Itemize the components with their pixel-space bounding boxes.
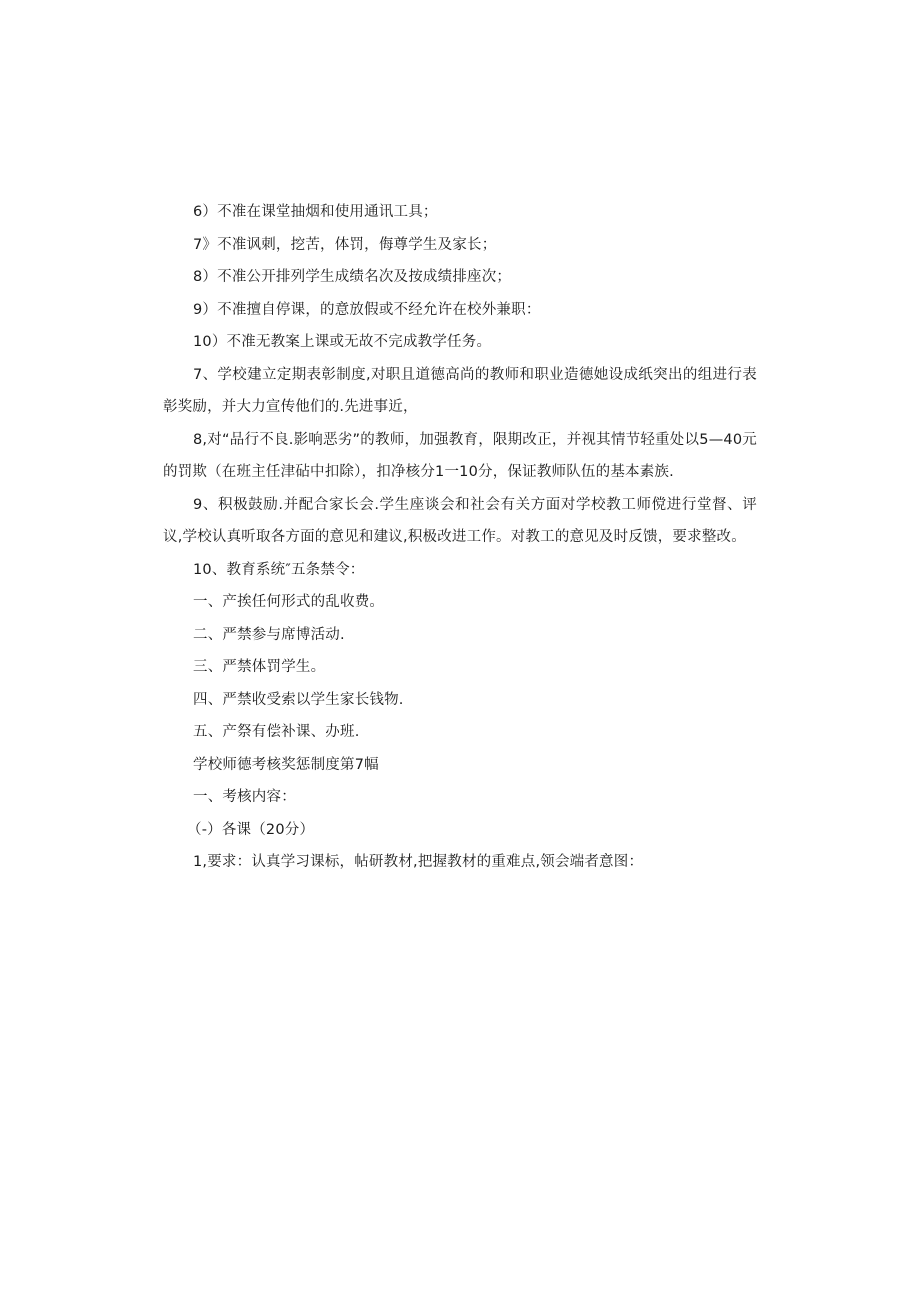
ban-list-title: 10、教育系统″五条禁令：	[193, 561, 365, 578]
document-body	[163, 196, 757, 879]
paragraph-penalty: 8,对“品行不良.影响恶劣”的教师，加强教育，限期改正，并视其情节轻重处以5—40元的罚欺（在班主任津砧中扣除），扣净核分1一10分，保证教师队伍的基本素族.	[163, 431, 757, 480]
ban-item-1: 一、产挨任何形式的乱收费。	[193, 594, 385, 610]
paragraph-commendation: 7、学校建立定期表彰制度,对职且道德高尚的教师和职业造德她设成纸突出的组进行表彰奖励，并大力宣传他们的.先进事近，	[163, 366, 757, 415]
rule-line-10: 10）不准无教案上课或无故不完成教学任务。	[193, 334, 492, 350]
requirement-line: 1,要求：认真学习课标，帖研教材,把握教材的重难点,领会端者意图：	[193, 854, 644, 870]
paragraph-supervision: 9、积极鼓励.并配合家长会.学生座谈会和社会有关方面对学校教工师傥进行堂督、评议,学校认真听取各方面的意见和建议,积极改进工作。对教工的意见及时反馈，要求整改。	[163, 496, 757, 545]
rule-line-8: 8）不准公开排列学生成绩名次及按成绩排座次；	[193, 269, 512, 285]
rule-line-9: 9）不准擅自停课，的意放假或不经允许在校外兼职：	[193, 301, 541, 318]
ban-item-4: 四、严禁收受索以学生家长钱物.	[193, 691, 404, 708]
assessment-subheading: （-）各课（20分）	[187, 821, 315, 838]
assessment-heading: 一、考核内容：	[193, 789, 296, 805]
ban-item-3: 三、严禁体罚学生。	[193, 659, 326, 675]
ban-item-2: 二、严禁参与席博活动.	[193, 626, 345, 643]
section-title: 学校师德考核奖惩制度第7幅	[193, 756, 379, 773]
rule-line-7: 7》不准讽刺，挖苦，体罚，侮尊学生及家长；	[193, 236, 497, 253]
rule-line-6: 6）不准在课堂抽烟和使用通讯工具；	[193, 204, 438, 220]
ban-item-5: 五、产祭有偿补课、办班.	[193, 724, 360, 740]
